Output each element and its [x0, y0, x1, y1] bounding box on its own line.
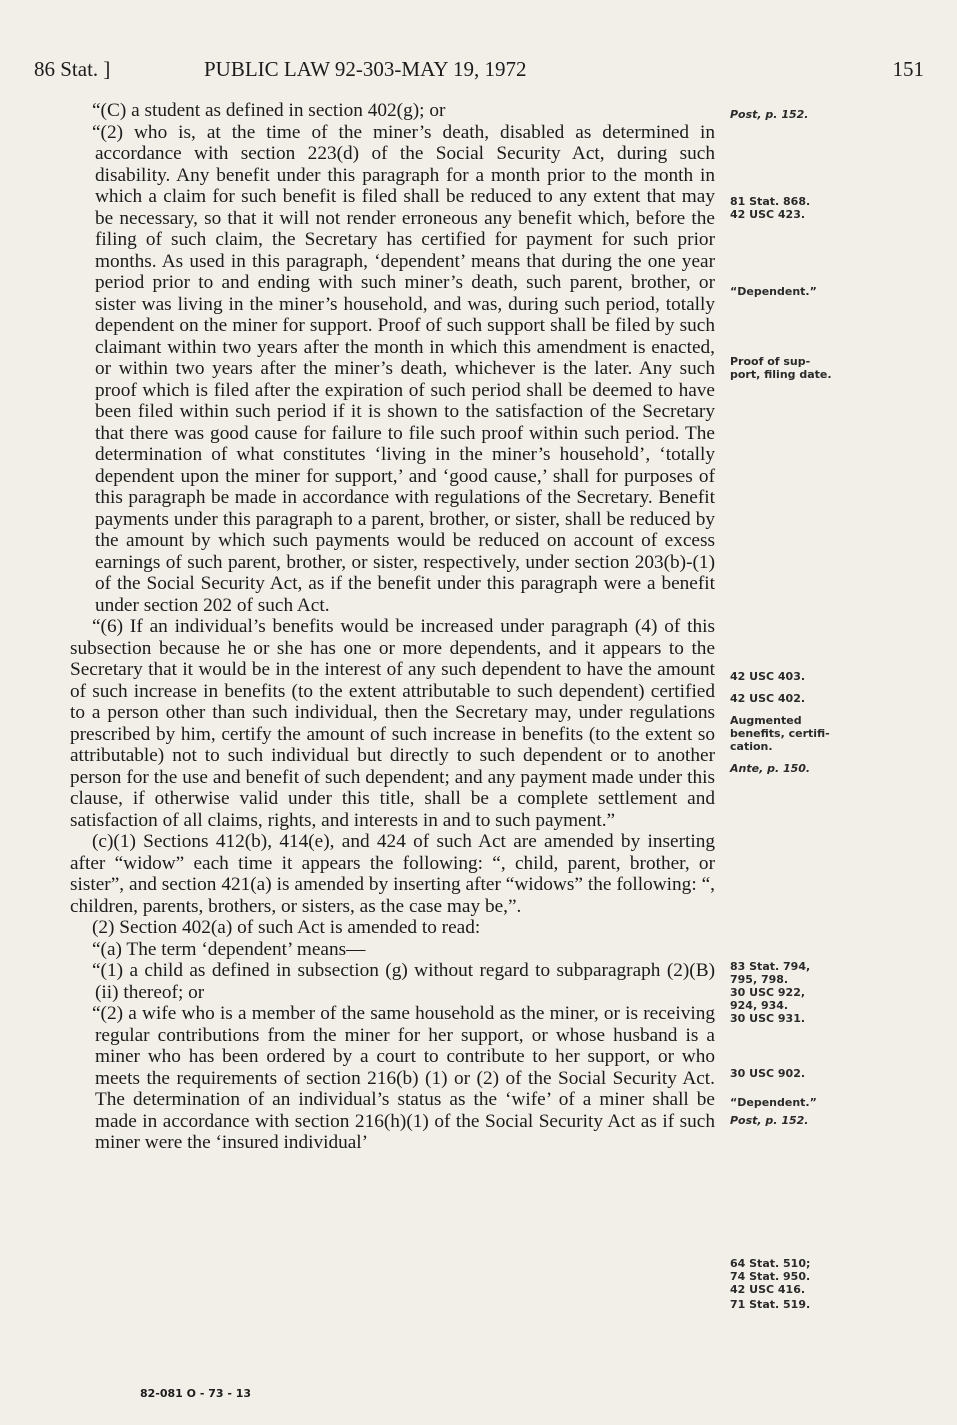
margin-note: “Dependent.”	[730, 1096, 817, 1109]
footer-code: 82-081 O - 73 - 13	[140, 1387, 252, 1400]
page-number: 151	[892, 57, 924, 81]
margin-note: Augmented benefits, certifi- cation.	[730, 714, 830, 753]
paragraph-c1-amendment: (c)(1) Sections 412(b), 414(e), and 424 of such Act are amended by inserting after “widow” each time it appears the following: “, child, parent, brother, or sister”, and section 421(a) is amended by inserting after “widows” the following: “, children, parents, brothers, or sisters, as the case may be,”.	[70, 831, 715, 917]
law-title: PUBLIC LAW 92-303-MAY 19, 1972	[204, 57, 527, 81]
margin-note: 83 Stat. 794, 795, 798. 30 USC 922, 924, 934. 30 USC 931.	[730, 960, 811, 1025]
margin-note: Proof of sup- port, filing date.	[730, 355, 832, 381]
margin-note: 81 Stat. 868. 42 USC 423.	[730, 195, 811, 221]
stat-reference: 86 Stat. ]	[34, 57, 111, 81]
margin-note: 42 USC 402.	[730, 692, 806, 705]
paragraph-2-wife: “(2) a wife who is a member of the same household as the miner, or is receiving regular contributions from the miner for her support, or whose husband is a miner who has been ordered by a court to contribute to her support, or who meets the requirements of section 216(b) (1) or (2) of the Social Security Act. The determination of an individual’s status as the ‘wife’ of a miner shall be made in accordance with section 216(h)(1) of the Social Security Act as if such miner were the ‘insured individual’	[92, 1003, 715, 1153]
margin-note: 42 USC 403.	[730, 670, 806, 683]
body-text	[70, 100, 715, 1154]
page-header	[34, 57, 924, 87]
paragraph-1-child: “(1) a child as defined in subsection (g) without regard to subparagraph (2)(B)(ii) thereof; or	[92, 960, 715, 1003]
paragraph-c-student: “(C) a student as defined in section 402(g); or	[92, 100, 446, 121]
margin-note: 30 USC 902.	[730, 1067, 806, 1080]
margin-note: 64 Stat. 510; 74 Stat. 950. 42 USC 416.	[730, 1257, 811, 1296]
paragraph-c2-amendment: (2) Section 402(a) of such Act is amended to read:	[92, 917, 481, 938]
margin-note: Post, p. 152.	[730, 1114, 809, 1127]
margin-note: “Dependent.”	[730, 285, 817, 298]
margin-note: 71 Stat. 519.	[730, 1298, 811, 1311]
paragraph-a-dependent: “(a) The term ‘dependent’ means—	[92, 938, 366, 960]
paragraph-6-augmented: “(6) If an individual’s benefits would be increased under paragraph (4) of this subsection because he or she has one or more dependents, and it appears to the Secretary that it would be in the interest of any such dependent to have the amount of such increase in benefits (to the extent attributable to such dependent) certified to a person other than such individual, then the Secretary may, under regulations prescribed by him, certify the amount of such increase in benefits (to the extent so attributable) not to such individual but directly to such dependent or to another person for the use and benefit of such dependent; and any payment made under this clause, if otherwise valid under this title, shall be a complete settlement and satisfaction of all claims, rights, and interests in and to such payment.”	[70, 616, 715, 831]
margin-note: Ante, p. 150.	[730, 762, 811, 775]
paragraph-2-disabled: “(2) who is, at the time of the miner’s death, disabled as determined in accordance with section 223(d) of the Social Security Act, during such disability. Any benefit under this paragraph for a month prior to the month in which a claim for such benefit is filed shall be reduced to any extent that may be necessary, so that it will not render erroneous any benefit which, before the filing of such claim, the Secretary has certified for payment for such prior months. As used in this paragraph, ‘dependent’ means that during the one year period prior to and ending with such miner’s death, such parent, brother, or sister was living in the miner’s household, and was, during such period, totally dependent on the miner for support. Proof of such support shall be filed by such claimant within two years after the month in which this amendment is enacted, or within two years after the miner’s death, whichever is the later. Any such proof which is filed after the expiration of such period shall be deemed to have been filed within such period if it is shown to the satisfaction of the Secretary that there was good cause for failure to file such proof within such period. The determination of what constitutes ‘living in the miner’s household’, ‘totally dependent upon the miner for support,’ and ‘good cause,’ shall for purposes of this paragraph be made in accordance with regulations of the Secretary. Benefit payments under this paragraph to a parent, brother, or sister, shall be reduced by the amount by which such payments would be reduced on account of excess earnings of such parent, brother, or sister, respectively, under section 203(b)-(1) of the Social Security Act, as if the benefit under this paragraph were a benefit under section 202 of such Act.	[92, 121, 715, 616]
margin-note: Post, p. 152.	[730, 108, 809, 121]
